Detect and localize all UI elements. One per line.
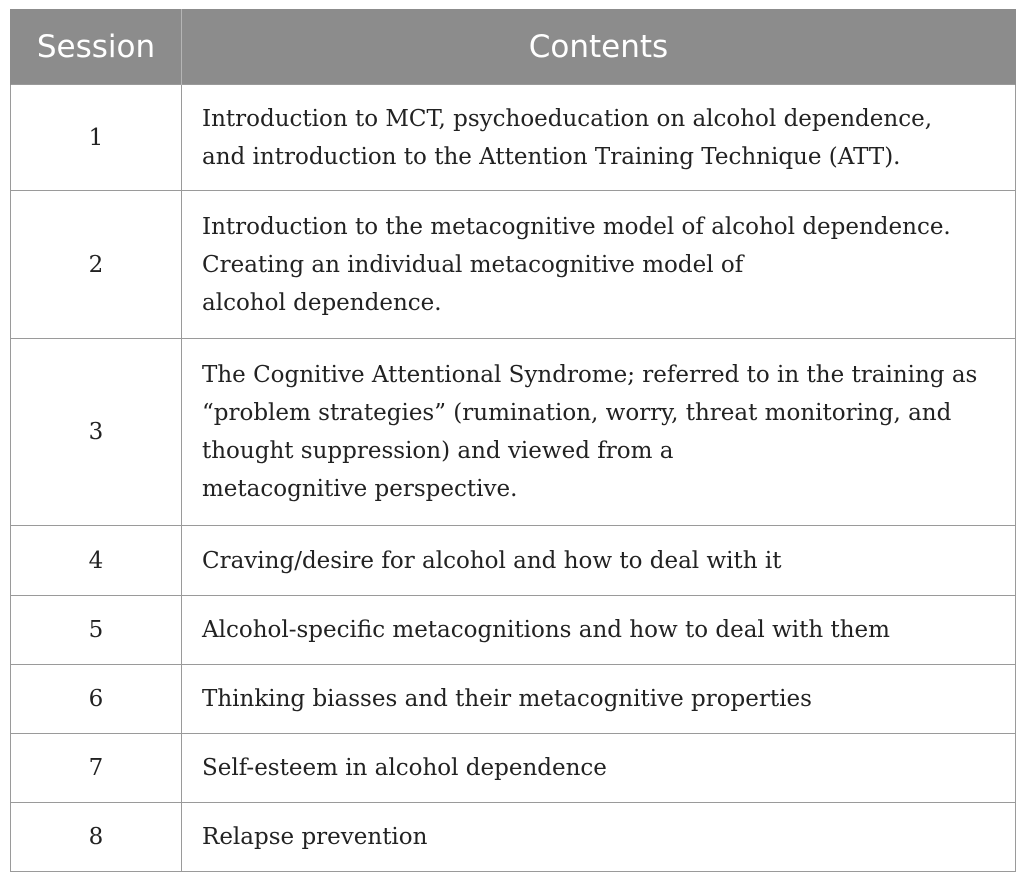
session-number: 2: [11, 191, 182, 339]
contents-line: The Cognitive Attentional Syndrome; referred to in the training as: [202, 362, 978, 388]
table-row: [11, 85, 1016, 191]
sessions-table: [10, 9, 1016, 872]
table-row: [11, 339, 1016, 526]
contents-line: “problem strategies” (rumination, worry, threat monitoring, and: [202, 400, 952, 426]
contents-line: Thinking biasses and their metacognitive properties: [202, 686, 812, 712]
table-header-row: [11, 9, 1016, 85]
contents-line: and introduction to the Attention Training Technique (ATT).: [202, 143, 901, 170]
contents-line: Relapse prevention: [202, 824, 428, 850]
session-number: 3: [11, 339, 182, 526]
contents-line: Introduction to the metacognitive model of alcohol dependence.: [202, 213, 951, 240]
contents-line: Introduction to MCT, psychoeducation on alcohol dependence,: [202, 105, 933, 132]
header-session: Session: [11, 9, 182, 85]
session-contents: [182, 665, 1016, 734]
session-contents: [182, 85, 1016, 191]
session-number: 7: [11, 734, 182, 803]
session-number: 1: [11, 85, 182, 191]
session-contents: [182, 596, 1016, 665]
session-number: 4: [11, 526, 182, 596]
table-row: [11, 734, 1016, 803]
session-number: 6: [11, 665, 182, 734]
contents-line: thought suppression) and viewed from a: [202, 438, 674, 464]
table-row: [11, 803, 1016, 872]
session-number: 5: [11, 596, 182, 665]
session-contents: [182, 191, 1016, 339]
header-contents: Contents: [182, 9, 1016, 85]
contents-line: metacognitive perspective.: [202, 476, 518, 502]
contents-line: Creating an individual metacognitive model of: [202, 251, 744, 278]
table-row: [11, 526, 1016, 596]
contents-line: Self-esteem in alcohol dependence: [202, 755, 607, 781]
table-row: [11, 191, 1016, 339]
session-contents: [182, 339, 1016, 526]
session-number: 8: [11, 803, 182, 872]
session-contents: [182, 734, 1016, 803]
sessions-table-container: [10, 9, 1015, 872]
contents-line: Craving/desire for alcohol and how to deal with it: [202, 547, 782, 574]
session-contents: [182, 803, 1016, 872]
contents-line: alcohol dependence.: [202, 289, 442, 316]
session-contents: [182, 526, 1016, 596]
contents-line: Alcohol-specific metacognitions and how to deal with them: [202, 617, 890, 643]
table-row: [11, 665, 1016, 734]
table-row: [11, 596, 1016, 665]
